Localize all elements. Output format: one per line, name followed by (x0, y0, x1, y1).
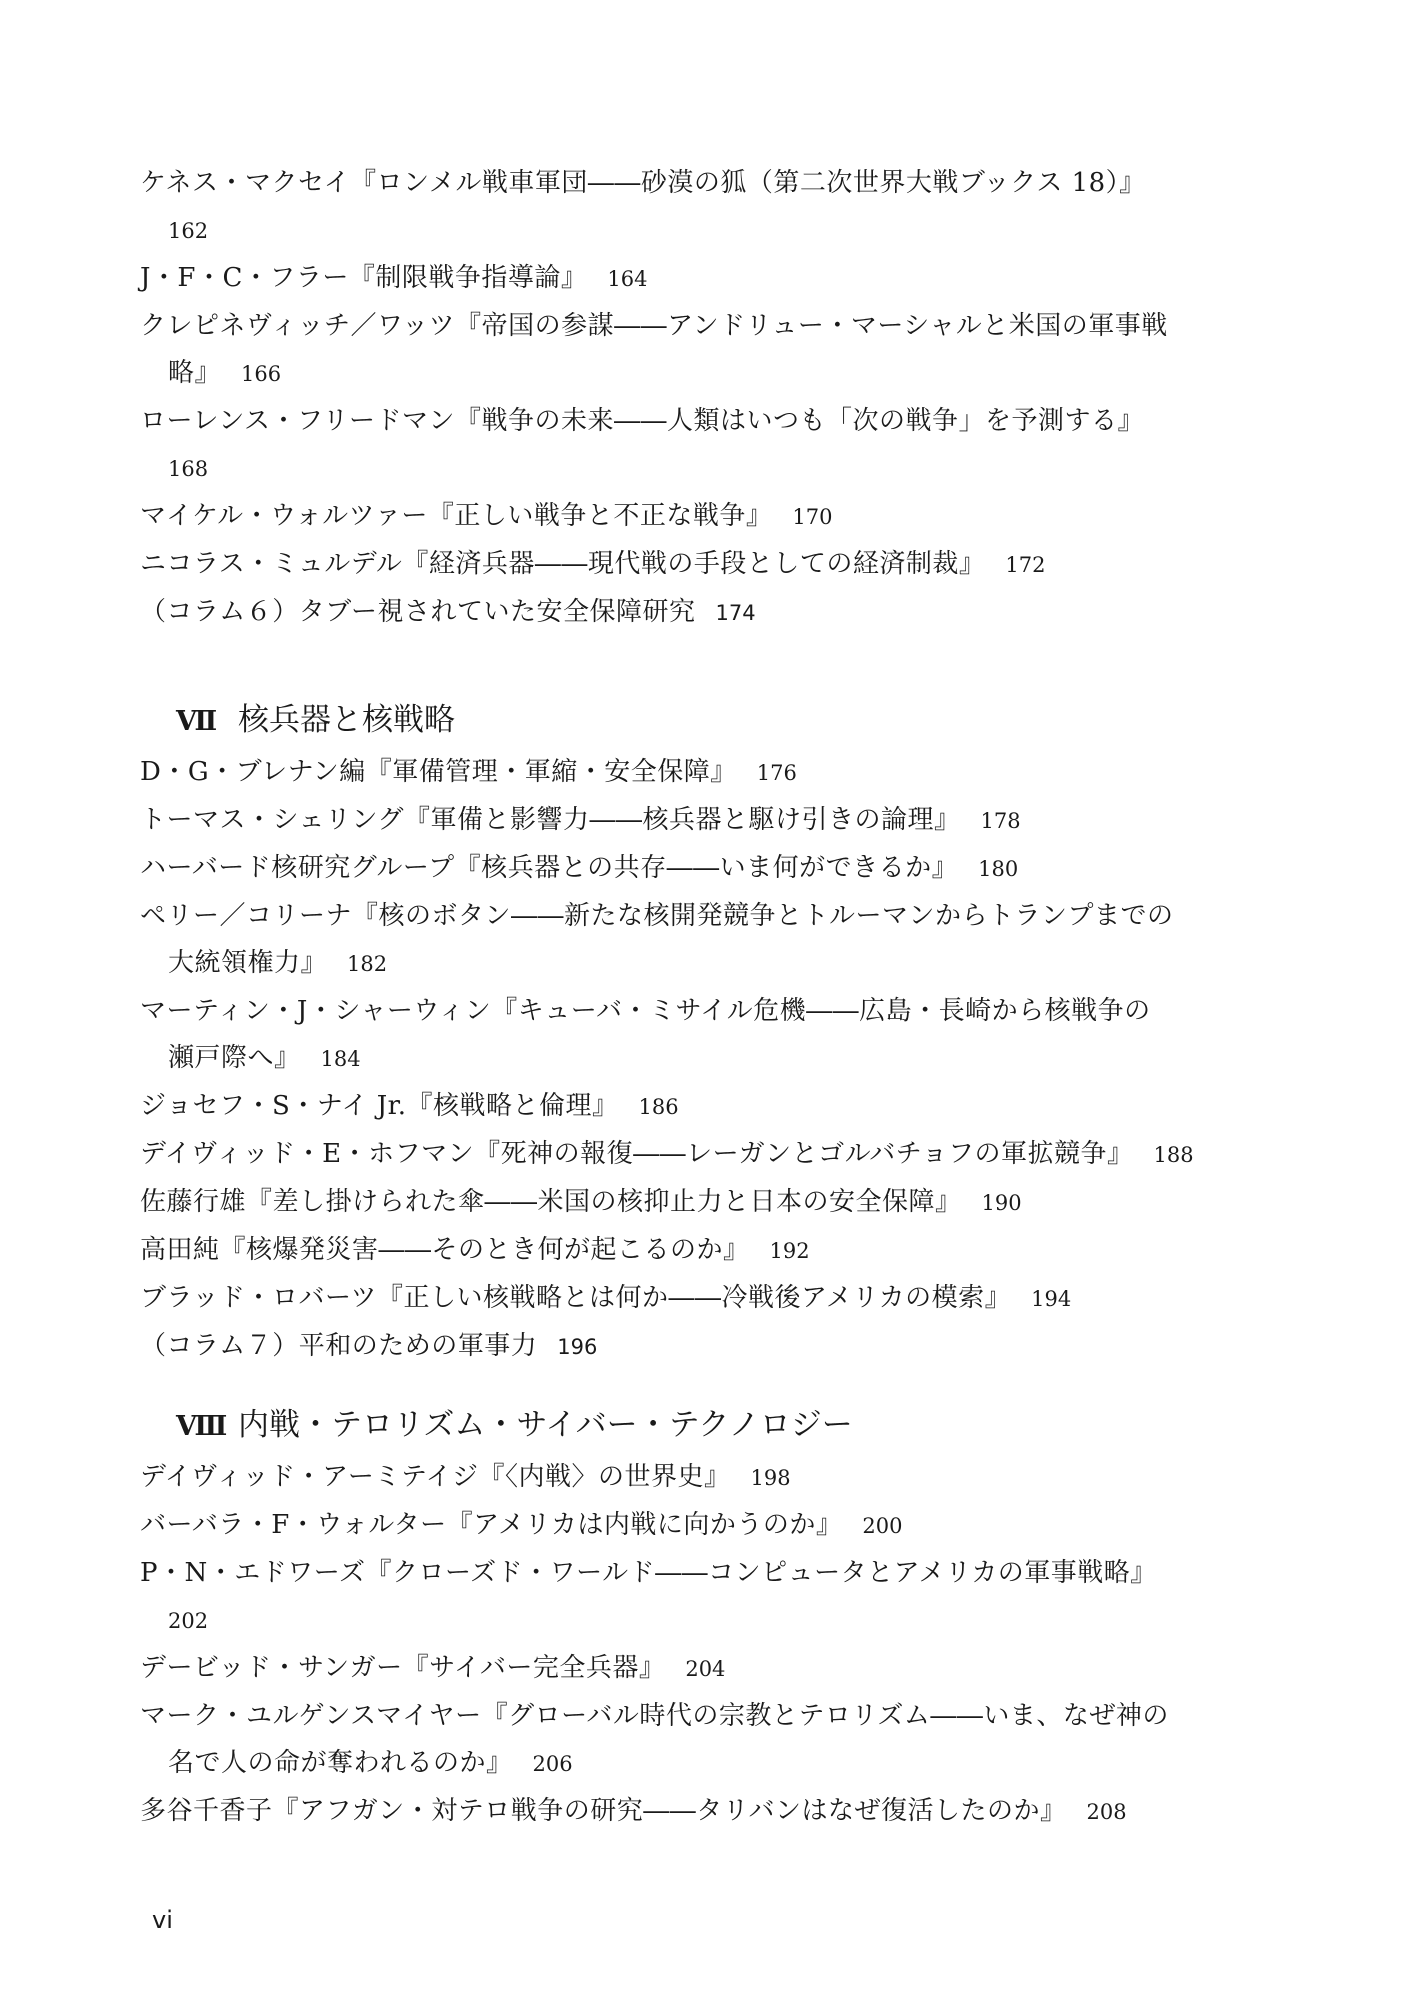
entry-page-number: 186 (638, 1095, 679, 1119)
entry-title: デイヴィッド・E・ホフマン『死神の報復――レーガンとゴルバチョフの軍拡競争』 (140, 1139, 1134, 1169)
entry-page-number: 194 (1031, 1287, 1072, 1311)
toc-entry (140, 1179, 1270, 1227)
entry-title: バーバラ・F・ウォルター『アメリカは内戦に向かうのか』 (140, 1510, 843, 1540)
entry-page-number: 182 (347, 952, 388, 976)
entry-page-number: 166 (241, 362, 282, 386)
column-page-number: 174 (715, 601, 756, 625)
entry-page-number: 204 (685, 1657, 726, 1681)
toc-section-7 (140, 695, 1270, 1371)
toc-entry (140, 160, 1270, 255)
entry-page-number: 172 (1005, 553, 1046, 577)
section-heading (140, 1400, 1270, 1452)
toc-entry (140, 493, 1270, 541)
entry-title: D・G・ブレナン編『軍備管理・軍縮・安全保障』 (140, 757, 737, 787)
toc-entry (140, 1788, 1270, 1836)
section-title: 核兵器と核戦略 (238, 702, 455, 738)
entry-title-continued: 瀬戸際へ』 (168, 1043, 301, 1073)
toc-entry (140, 303, 1270, 398)
entry-title-continued: 名で人の命が奪われるのか』 (168, 1748, 513, 1778)
entry-title: 高田純『核爆発災害――そのとき何が起こるのか』 (140, 1235, 750, 1265)
entry-title: ジョセフ・S・ナイ Jr.『核戦略と倫理』 (140, 1091, 619, 1121)
toc-entry (140, 797, 1270, 845)
toc-entry (140, 1454, 1270, 1502)
entry-title: デービッド・サンガー『サイバー完全兵器』 (140, 1653, 666, 1683)
toc-entry (140, 1083, 1270, 1131)
entry-page-number: 178 (980, 809, 1021, 833)
toc-entry (140, 1693, 1270, 1788)
entry-page-number: 188 (1153, 1143, 1194, 1167)
entry-page-number: 180 (978, 857, 1019, 881)
section-number: Ⅶ (176, 706, 217, 737)
toc-entry (140, 398, 1270, 493)
toc-entry (140, 1645, 1270, 1693)
section-title: 内戦・テロリズム・サイバー・テクノロジー (238, 1407, 853, 1443)
entry-title: マーティン・J・シャーウィン『キューバ・ミサイル危機――広島・長崎から核戦争の (140, 996, 1151, 1026)
entry-page-number: 162 (168, 219, 209, 243)
toc-entry (140, 988, 1270, 1083)
entry-title: クレピネヴィッチ／ワッツ『帝国の参謀――アンドリュー・マーシャルと米国の軍事戦 (140, 311, 1168, 341)
entry-title: マイケル・ウォルツァー『正しい戦争と不正な戦争』 (140, 501, 773, 531)
toc-entry (140, 1227, 1270, 1275)
entry-title: 佐藤行雄『差し掛けられた傘――米国の核抑止力と日本の安全保障』 (140, 1187, 962, 1217)
entry-title: P・N・エドワーズ『クローズド・ワールド――コンピュータとアメリカの軍事戦略』 (140, 1558, 1157, 1588)
entry-page-number: 170 (792, 505, 833, 529)
toc-entry (140, 893, 1270, 988)
entry-page-number: 192 (769, 1239, 810, 1263)
entry-page-number: 164 (607, 267, 648, 291)
entry-page-number: 184 (320, 1047, 361, 1071)
column-page-number: 196 (557, 1335, 598, 1359)
toc-entry (140, 1275, 1270, 1323)
toc-section-8 (140, 1400, 1270, 1836)
entry-title: ケネス・マクセイ『ロンメル戦車軍団――砂漠の狐（第二次世界大戦ブックス 18）』 (140, 168, 1146, 198)
entry-title: ペリー／コリーナ『核のボタン――新たな核開発競争とトルーマンからトランプまでの (140, 901, 1174, 931)
column-title: （コラム６）タブー視されていた安全保障研究 (140, 597, 696, 627)
entry-title: マーク・ユルゲンスマイヤー『グローバル時代の宗教とテロリズム――いま、なぜ神の (140, 1701, 1169, 1731)
entry-page-number: 208 (1086, 1800, 1127, 1824)
toc-entry (140, 749, 1270, 797)
entry-title: デイヴィッド・アーミテイジ『〈内戦〉の世界史』 (140, 1462, 731, 1492)
toc-section-continued (140, 160, 1270, 637)
entry-page-number: 176 (756, 761, 797, 785)
entry-page-number: 200 (862, 1514, 903, 1538)
entry-page-number: 206 (532, 1752, 573, 1776)
column-entry (140, 589, 1270, 637)
column-title: （コラム７）平和のための軍事力 (140, 1331, 538, 1361)
entry-title-continued: 大統領権力』 (168, 948, 328, 978)
toc-entry (140, 255, 1270, 303)
entry-title: ハーバード核研究グループ『核兵器との共存――いま何ができるか』 (140, 853, 959, 883)
page-folio: vi (152, 1906, 173, 1934)
toc-entry (140, 541, 1270, 589)
section-number: Ⅷ (176, 1411, 227, 1442)
toc-entry (140, 845, 1270, 893)
entry-title: ローレンス・フリードマン『戦争の未来――人類はいつも「次の戦争」を予測する』 (140, 406, 1145, 436)
toc-entry (140, 1502, 1270, 1550)
column-entry (140, 1323, 1270, 1371)
entry-title: J・F・C・フラー『制限戦争指導論』 (140, 263, 588, 293)
entry-title: ブラッド・ロバーツ『正しい核戦略とは何か――冷戦後アメリカの模索』 (140, 1283, 1012, 1313)
entry-page-number: 202 (168, 1609, 209, 1633)
entry-title: トーマス・シェリング『軍備と影響力――核兵器と駆け引きの論理』 (140, 805, 961, 835)
entry-title: ニコラス・ミュルデル『経済兵器――現代戦の手段としての経済制裁』 (140, 549, 986, 579)
entry-page-number: 198 (750, 1466, 791, 1490)
entry-page-number: 190 (981, 1191, 1022, 1215)
toc-entry (140, 1131, 1270, 1179)
toc-entry (140, 1550, 1270, 1645)
entry-page-number: 168 (168, 457, 209, 481)
entry-title-continued: 略』 (168, 358, 222, 388)
entry-title: 多谷千香子『アフガン・対テロ戦争の研究――タリバンはなぜ復活したのか』 (140, 1796, 1067, 1826)
section-heading (140, 695, 1270, 747)
